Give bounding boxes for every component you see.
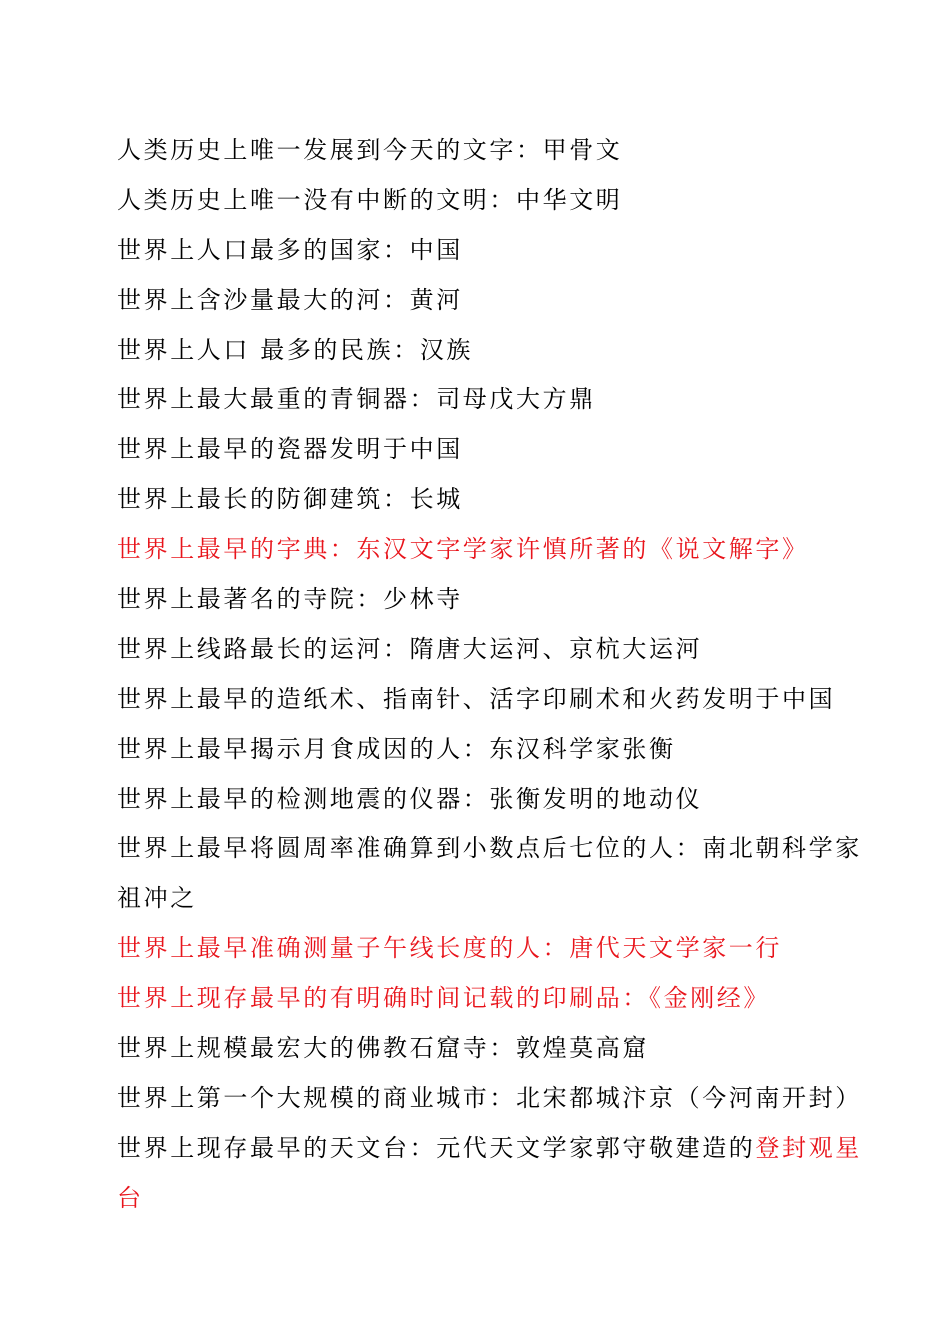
fact-line-14: 世界上最早的检测地震的仪器：张衡发明的地动仪 [117,784,703,813]
fact-line-07: 世界上最早的瓷器发明于中国 [117,435,463,464]
fact-line-18: 世界上规模最宏大的佛教石窟寺：敦煌莫高窟 [117,1034,649,1063]
fact-line-09-highlight: 世界上最早的字典：东汉文字学家许慎所著的《说文解字》 [117,535,809,564]
fact-line-06: 世界上最大最重的青铜器：司母戊大方鼎 [117,385,596,414]
fact-line-13: 世界上最早揭示月食成因的人：东汉科学家张衡 [117,734,676,763]
fact-line-20-continuation: 台 [117,1183,144,1212]
fact-line-10: 世界上最著名的寺院：少林寺 [117,585,463,614]
fact-line-12: 世界上最早的造纸术、指南针、活字印刷术和火药发明于中国 [117,684,836,713]
fact-line-04: 世界上含沙量最大的河：黄河 [117,285,463,314]
fact-line-08: 世界上最长的防御建筑：长城 [117,485,463,514]
fact-line-03: 世界上人口最多的国家：中国 [117,235,463,264]
fact-line-01: 人类历史上唯一发展到今天的文字：甲骨文 [117,136,623,164]
document-body [117,126,862,1224]
fact-line-19: 世界上第一个大规模的商业城市：北宋都城汴京（今河南开封） [117,1083,862,1112]
fact-line-20 [117,1124,862,1174]
fact-line-20-red-part: 登封观星 [755,1133,862,1162]
fact-line-16-highlight: 世界上最早准确测量子午线长度的人：唐代天文学家一行 [117,934,782,963]
fact-line-02: 人类历史上唯一没有中断的文明：中华文明 [117,185,623,214]
fact-line-11: 世界上线路最长的运河：隋唐大运河、京杭大运河 [117,634,703,663]
fact-line-15-continuation: 祖冲之 [117,884,197,913]
fact-line-15: 世界上最早将圆周率准确算到小数点后七位的人：南北朝科学家 [117,834,862,863]
fact-line-17-highlight: 世界上现存最早的有明确时间记载的印刷品：《金刚经》 [117,984,770,1013]
fact-line-05: 世界上人口 最多的民族：汉族 [117,335,474,364]
fact-line-20-black-part: 世界上现存最早的天文台：元代天文学家郭守敬建造的 [117,1133,756,1162]
